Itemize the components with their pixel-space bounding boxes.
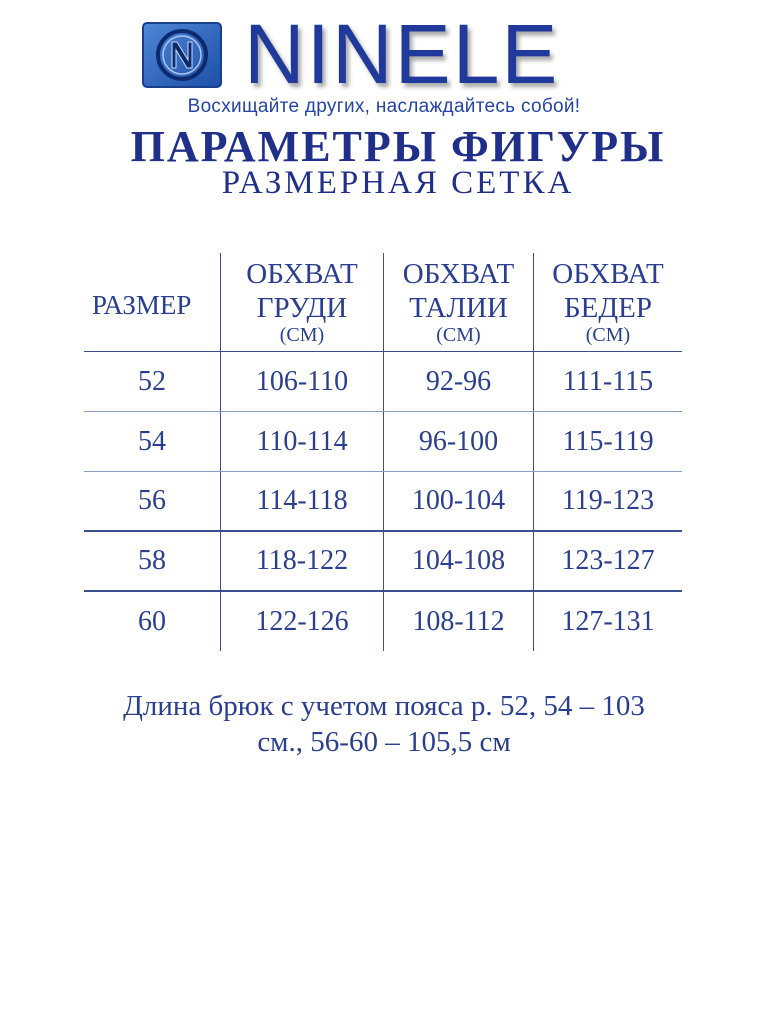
- ninele-n-emblem-icon: [142, 22, 222, 88]
- header-waist-line2: ТАЛИИ: [409, 292, 508, 324]
- cell-hips: 111-115: [562, 365, 654, 397]
- header-hips-unit: (СМ): [585, 324, 631, 346]
- header-size-label: РАЗМЕР: [92, 289, 192, 320]
- table-row: [84, 412, 682, 472]
- cell-bust: 106-110: [221, 352, 384, 411]
- cell-size: 60: [84, 592, 221, 651]
- cell-bust: 118-122: [221, 532, 384, 590]
- header-waist: [384, 253, 534, 351]
- header-hips-line1: ОБХВАТ: [552, 258, 664, 290]
- table-row: [84, 532, 682, 592]
- cell-waist: 104-108: [384, 532, 534, 590]
- cell-waist: 100-104: [384, 472, 534, 530]
- note-line-1: Длина брюк с учетом пояса р. 52, 54 – 103: [123, 690, 645, 722]
- cell-waist: 108-112: [384, 592, 534, 651]
- cell-size: 56: [84, 472, 221, 530]
- cell-hips: 115-119: [562, 425, 654, 457]
- page-title: ПАРАМЕТРЫ ФИГУРЫ: [130, 122, 666, 171]
- note-line-2: см., 56-60 – 105,5 см: [257, 726, 511, 758]
- header-bust-line2: ГРУДИ: [256, 292, 348, 324]
- cell-hips: 123-127: [561, 545, 655, 576]
- cell-hips: 127-131: [561, 605, 655, 637]
- table-row: [84, 472, 682, 532]
- header-waist-line1: ОБХВАТ: [402, 258, 515, 290]
- header-hips: [534, 253, 682, 351]
- size-chart-table: [84, 253, 684, 651]
- cell-hips: 119-123: [561, 485, 655, 516]
- table-row: [84, 592, 682, 651]
- header-bust-unit: (СМ): [279, 324, 325, 346]
- cell-size: 58: [84, 532, 221, 590]
- cell-bust: 110-114: [221, 412, 384, 471]
- page-subtitle: РАЗМЕРНАЯ СЕТКА: [221, 165, 575, 201]
- cell-size: 52: [84, 352, 221, 411]
- header-waist-unit: (СМ): [436, 324, 481, 346]
- table-row: [84, 352, 682, 412]
- cell-size: 54: [84, 412, 221, 471]
- brand-logo: [142, 7, 642, 101]
- header-size: [84, 253, 221, 351]
- brand-slogan: Восхищайте других, наслаждайтесь собой!: [187, 96, 581, 117]
- cell-bust: 114-118: [221, 472, 384, 530]
- brand-name: NINELE: [244, 7, 560, 101]
- cell-waist: 96-100: [384, 412, 534, 471]
- trouser-length-note: [0, 688, 768, 760]
- header-bust-line1: ОБХВАТ: [246, 258, 358, 290]
- cell-bust: 122-126: [221, 592, 384, 651]
- header-bust: [221, 253, 384, 351]
- table-header-row: [84, 253, 682, 352]
- cell-waist: 92-96: [384, 352, 534, 411]
- header-hips-line2: БЕДЕР: [564, 292, 652, 324]
